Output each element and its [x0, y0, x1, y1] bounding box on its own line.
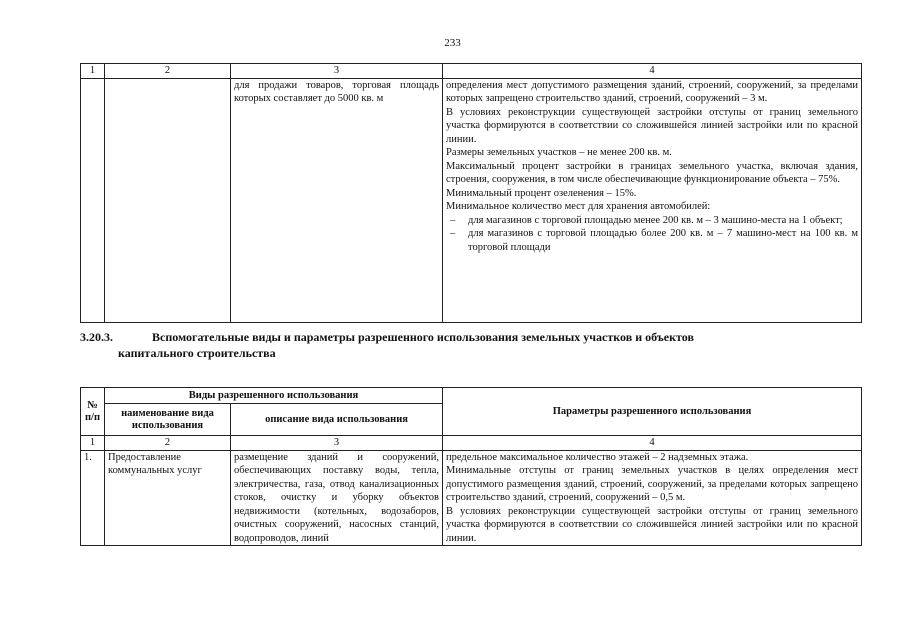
parameter-paragraph: Минимальный процент озеленения – 15%. — [446, 187, 637, 199]
dash-marker: – — [450, 228, 456, 239]
parameter-paragraph: В условиях реконструкции существующей застройки отступы от границ земельного участка формируются в соответствии со сложившейся линией застройки или по красной линии. — [446, 505, 859, 544]
cell-use-description: для продажи товаров, торговая площадь которых составляет до 5000 кв. м — [231, 78, 443, 322]
list-item-text: для магазинов с торговой площадью более 200 кв. м – 7 машино-мест на 100 кв. м торговой площади — [468, 228, 858, 253]
section-title-line2: капитального строительства — [118, 346, 276, 360]
parameter-paragraph: определения мест допустимого размещения зданий, строений, сооружений, за пределами которых запрещено строительство зданий, строений, сооружений – 3 м. — [446, 79, 858, 104]
header-group: Виды разрешенного использования — [105, 388, 443, 404]
header-use-description: описание вида использования — [231, 404, 443, 436]
column-number: 2 — [105, 64, 231, 79]
column-number: 4 — [443, 64, 862, 79]
list-item — [446, 214, 858, 228]
page-number: 233 — [444, 37, 461, 49]
cell-number — [81, 78, 105, 322]
column-number: 1 — [81, 436, 105, 451]
section-heading — [80, 329, 860, 361]
parameter-paragraph: Максимальный процент застройки в границах земельного участка, включая здания, строения, сооружения, в том числе обеспечивающие функционирование объекта – 75%. — [446, 160, 858, 185]
section-title-line1: Вспомогательные виды и параметры разрешенного использования земельных участков и объектов — [152, 330, 694, 344]
parameter-paragraph: Размеры земельных участков – не менее 200 кв. м. — [446, 147, 672, 158]
cell-use-name — [105, 78, 231, 322]
cell-use-description: размещение зданий и сооружений, обеспечивающих поставку воды, тепла, электричества, газа, отвод канализационных стоков, очистку и уборку объектов недвижимости (котельных, водозаборов, очистных сооружений, насосных станций, водопроводов, линий — [231, 450, 443, 546]
cell-parameters — [443, 78, 862, 322]
column-number: 1 — [81, 64, 105, 79]
header-parameters: Параметры разрешенного использования — [443, 388, 862, 436]
column-number: 3 — [231, 436, 443, 451]
column-number: 3 — [231, 64, 443, 79]
table-row — [81, 78, 862, 322]
list-item — [446, 227, 858, 254]
column-number-row — [81, 436, 862, 451]
header-number: № п/п — [81, 388, 105, 436]
auxiliary-uses-table — [80, 387, 862, 546]
cell-number: 1. — [81, 450, 105, 546]
parameter-paragraph: Минимальные отступы от границ земельных участков в целях определения мест допустимого размещения зданий, строений, сооружений, за пределами которых запрещено строительство зданий, строений, сооружений – 0,5 м. — [446, 465, 859, 503]
parameter-paragraph: В условиях реконструкции существующей застройки отступы от границ земельного участка формируются в соответствии со сложившейся линией застройки или по красной линии. — [446, 106, 858, 145]
cell-use-name: Предоставление коммунальных услуг — [105, 450, 231, 546]
column-number: 2 — [105, 436, 231, 451]
column-number-row — [81, 64, 862, 79]
list-item-text: для магазинов с торговой площадью менее 200 кв. м – 3 машино-места на 1 объект; — [468, 214, 843, 226]
cell-parameters — [443, 450, 862, 546]
parameter-paragraph: Минимальное количество мест для хранения автомобилей: — [446, 201, 711, 212]
section-number: 3.20.3. — [80, 330, 113, 344]
parameter-paragraph: предельное максимальное количество этажей – 2 надземных этажа. — [446, 451, 749, 463]
continuation-table — [80, 63, 862, 323]
dash-marker: – — [450, 214, 456, 226]
table-row — [81, 450, 862, 546]
header-use-name: наименование вида использования — [105, 404, 231, 436]
column-number: 4 — [443, 436, 862, 451]
